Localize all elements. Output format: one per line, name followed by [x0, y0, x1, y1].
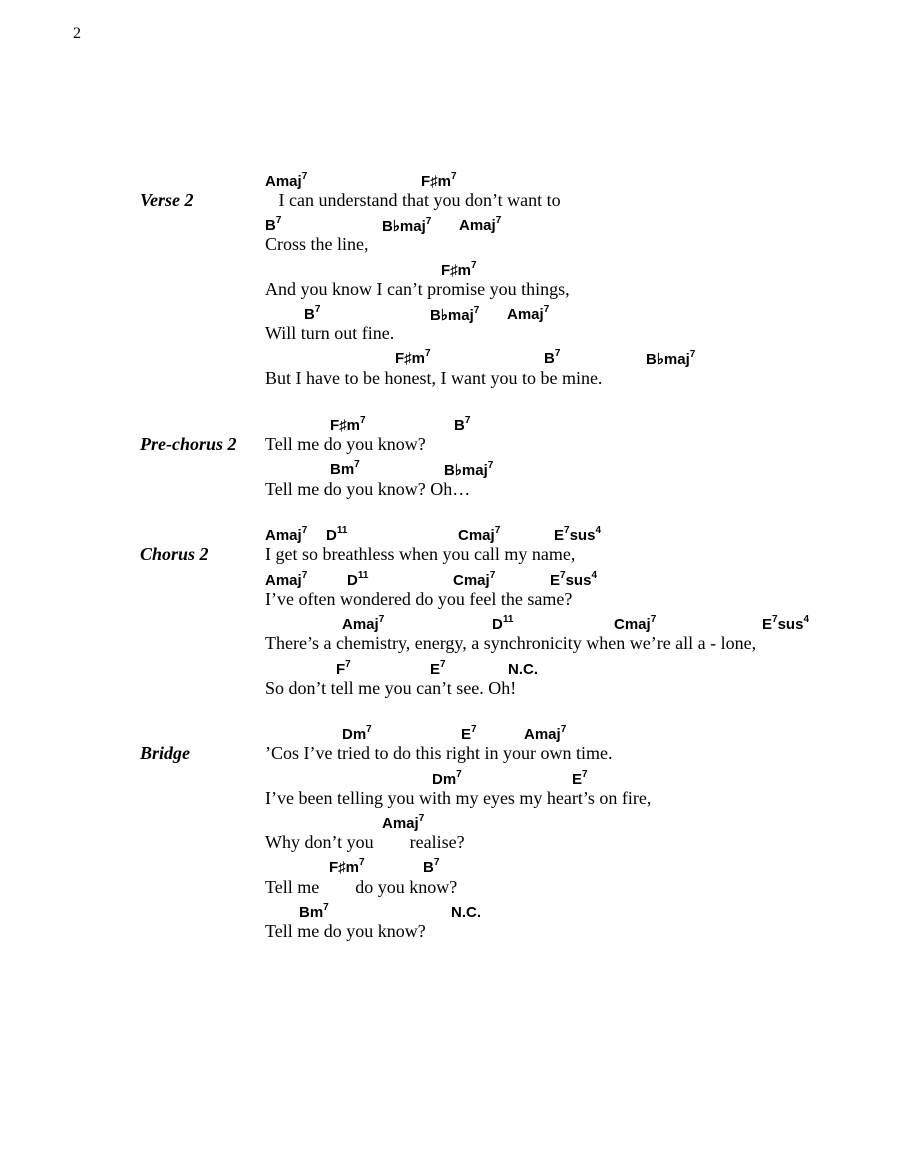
chord-root: Bm [330, 461, 355, 478]
chord-symbol [430, 661, 446, 678]
lyric-line: Tell me do you know? [265, 921, 426, 941]
chord-root: Cmaj [453, 572, 490, 589]
chord-root: Cmaj [614, 616, 651, 633]
chord-extension: 7 [433, 857, 440, 868]
chord-root: E [461, 726, 472, 743]
chord-root: Dm [342, 726, 367, 743]
lyric-line: I’ve been telling you with my eyes my heart’s on fire, [265, 788, 652, 808]
chord-extension: 7 [360, 415, 366, 426]
chord-root: F♯m [395, 350, 425, 367]
chord-root: N.C. [451, 904, 481, 921]
chord-symbol [492, 616, 513, 633]
chord-extension: 7 [366, 724, 372, 735]
chord-root: B♭maj [444, 462, 488, 479]
chord-suspension: sus [569, 527, 596, 544]
page-number: 2 [73, 25, 81, 42]
lyric-line: Will turn out fine. [265, 323, 395, 343]
chord-symbol [330, 417, 366, 434]
section-label: Pre-chorus 2 [140, 434, 237, 454]
lyric-line: I get so breathless when you call my name, [265, 544, 576, 564]
chord-root: E [572, 771, 583, 788]
chord-symbol [330, 461, 360, 478]
chord-symbol [336, 661, 351, 678]
chord-extension: 7 [471, 260, 477, 271]
lyric-line: Tell me do you know? [265, 877, 458, 897]
chord-root: Amaj [459, 217, 496, 234]
chord-symbol [441, 262, 477, 279]
chord-extension: 7 [582, 769, 588, 780]
lyric-line: I can understand that you don’t want to [265, 190, 561, 210]
chord-symbol [265, 217, 281, 234]
chord-symbol [342, 726, 372, 743]
chord-suspension: sus [565, 572, 592, 589]
chord-symbol [461, 726, 477, 743]
chord-extension: 7 [772, 614, 778, 625]
chord-extension: 7 [543, 304, 550, 315]
chord-extension: 7 [354, 459, 360, 470]
chord-extension: 7 [378, 614, 385, 625]
chord-extension: 7 [564, 525, 570, 536]
chord-symbol [342, 616, 384, 633]
chord-suspension: sus [777, 616, 804, 633]
chord-symbol [554, 527, 601, 544]
chord-symbol [395, 350, 431, 367]
chord-symbol [508, 661, 538, 678]
chord-root: Amaj [342, 616, 379, 633]
chord-symbol [453, 572, 495, 589]
chord-root: E [550, 572, 561, 589]
chord-extension: 7 [418, 813, 425, 824]
chord-symbol [421, 173, 457, 190]
chord-symbol [762, 616, 809, 633]
chord-symbol [423, 859, 439, 876]
chord-extension: 7 [473, 305, 480, 316]
lyric-line: Cross the line, [265, 234, 369, 254]
chord-extension: 7 [464, 415, 471, 426]
chord-root: F [336, 661, 346, 678]
lyric-line: I’ve often wondered do you feel the same? [265, 589, 573, 609]
chord-symbol [451, 904, 481, 921]
chord-symbol [265, 572, 307, 589]
chord-root: B [265, 217, 276, 234]
chord-extension: 7 [425, 348, 431, 359]
chord-extension: 7 [301, 570, 308, 581]
chord-root: Dm [432, 771, 457, 788]
chord-extension: 7 [425, 216, 432, 227]
chord-symbol [572, 771, 588, 788]
chord-root: F♯m [329, 859, 359, 876]
chord-symbol [444, 461, 493, 479]
chord-symbol [382, 217, 431, 235]
lyric-line: There’s a chemistry, energy, a synchronicity when we’re all a - lone, [265, 633, 757, 653]
chord-symbol [432, 771, 462, 788]
chord-symbol [329, 859, 365, 876]
chord-extension: 11 [336, 525, 348, 536]
chord-root: B♭maj [382, 218, 426, 235]
chord-extension: 7 [359, 857, 365, 868]
chord-extension: 7 [345, 659, 351, 670]
chord-root: E [762, 616, 773, 633]
chord-extension: 11 [502, 614, 514, 625]
chord-symbol [550, 572, 597, 589]
lyric-line: Why don’t you realise? [265, 832, 465, 852]
chord-symbol [347, 572, 368, 589]
chord-symbol [459, 217, 501, 234]
chord-symbol [614, 616, 656, 633]
lyric-line: Tell me do you know? Oh… [265, 479, 471, 499]
chord-symbol [458, 527, 500, 544]
chord-root: Amaj [507, 306, 544, 323]
chord-root: D [326, 527, 337, 544]
chord-symbol [265, 527, 307, 544]
chord-root: Cmaj [458, 527, 495, 544]
lyric-line: ’Cos I’ve tried to do this right in your own time. [265, 743, 613, 763]
chord-suspension-degree: 4 [803, 614, 809, 625]
chord-extension: 7 [494, 525, 501, 536]
chord-root: N.C. [508, 661, 538, 678]
chord-extension: 7 [451, 171, 457, 182]
chord-root: F♯m [441, 262, 471, 279]
chord-symbol [544, 350, 560, 367]
chord-extension: 7 [560, 570, 566, 581]
chord-root: F♯m [330, 417, 360, 434]
chord-extension: 7 [554, 348, 561, 359]
chord-root: Amaj [265, 572, 302, 589]
chord-root: B [454, 417, 465, 434]
chord-root: B♭maj [430, 307, 474, 324]
chord-root: B♭maj [646, 351, 690, 368]
chord-symbol [265, 173, 307, 190]
section-label: Verse 2 [140, 190, 194, 210]
chord-symbol [524, 726, 566, 743]
chord-extension: 7 [314, 304, 321, 315]
section-label: Chorus 2 [140, 544, 209, 564]
chord-root: Bm [299, 904, 324, 921]
lyric-line: And you know I can’t promise you things, [265, 279, 570, 299]
chord-extension: 7 [487, 460, 494, 471]
chord-root: Amaj [382, 815, 419, 832]
chord-root: D [347, 572, 358, 589]
chord-extension: 7 [440, 659, 446, 670]
chord-root: B [544, 350, 555, 367]
chord-extension: 7 [560, 724, 567, 735]
chord-root: D [492, 616, 503, 633]
chord-extension: 11 [357, 570, 369, 581]
chord-symbol [299, 904, 329, 921]
chord-extension: 7 [301, 525, 308, 536]
chord-extension: 7 [489, 570, 496, 581]
chord-root: B [423, 859, 434, 876]
chord-extension: 7 [275, 215, 282, 226]
chord-root: Amaj [265, 173, 302, 190]
chord-extension: 7 [323, 902, 329, 913]
chord-root: E [554, 527, 565, 544]
chord-extension: 7 [456, 769, 462, 780]
chord-symbol [326, 527, 347, 544]
chord-symbol [454, 417, 470, 434]
chord-root: B [304, 306, 315, 323]
chord-root: F♯m [421, 173, 451, 190]
chord-extension: 7 [471, 724, 477, 735]
lyric-line: Tell me do you know? [265, 434, 426, 454]
chord-symbol [507, 306, 549, 323]
lyric-line: So don’t tell me you can’t see. Oh! [265, 678, 517, 698]
chord-extension: 7 [495, 215, 502, 226]
chord-root: Amaj [265, 527, 302, 544]
chord-symbol [646, 350, 695, 368]
section-label: Bridge [140, 743, 191, 763]
chord-symbol [304, 306, 320, 323]
chord-symbol [382, 815, 424, 832]
lyric-line: But I have to be honest, I want you to be mine. [265, 368, 603, 388]
chord-extension: 7 [689, 349, 696, 360]
chord-suspension-degree: 4 [591, 570, 597, 581]
chord-extension: 7 [301, 171, 308, 182]
chord-root: Amaj [524, 726, 561, 743]
chord-suspension-degree: 4 [595, 525, 601, 536]
chord-root: E [430, 661, 441, 678]
chord-symbol [430, 306, 479, 324]
chord-extension: 7 [650, 614, 657, 625]
